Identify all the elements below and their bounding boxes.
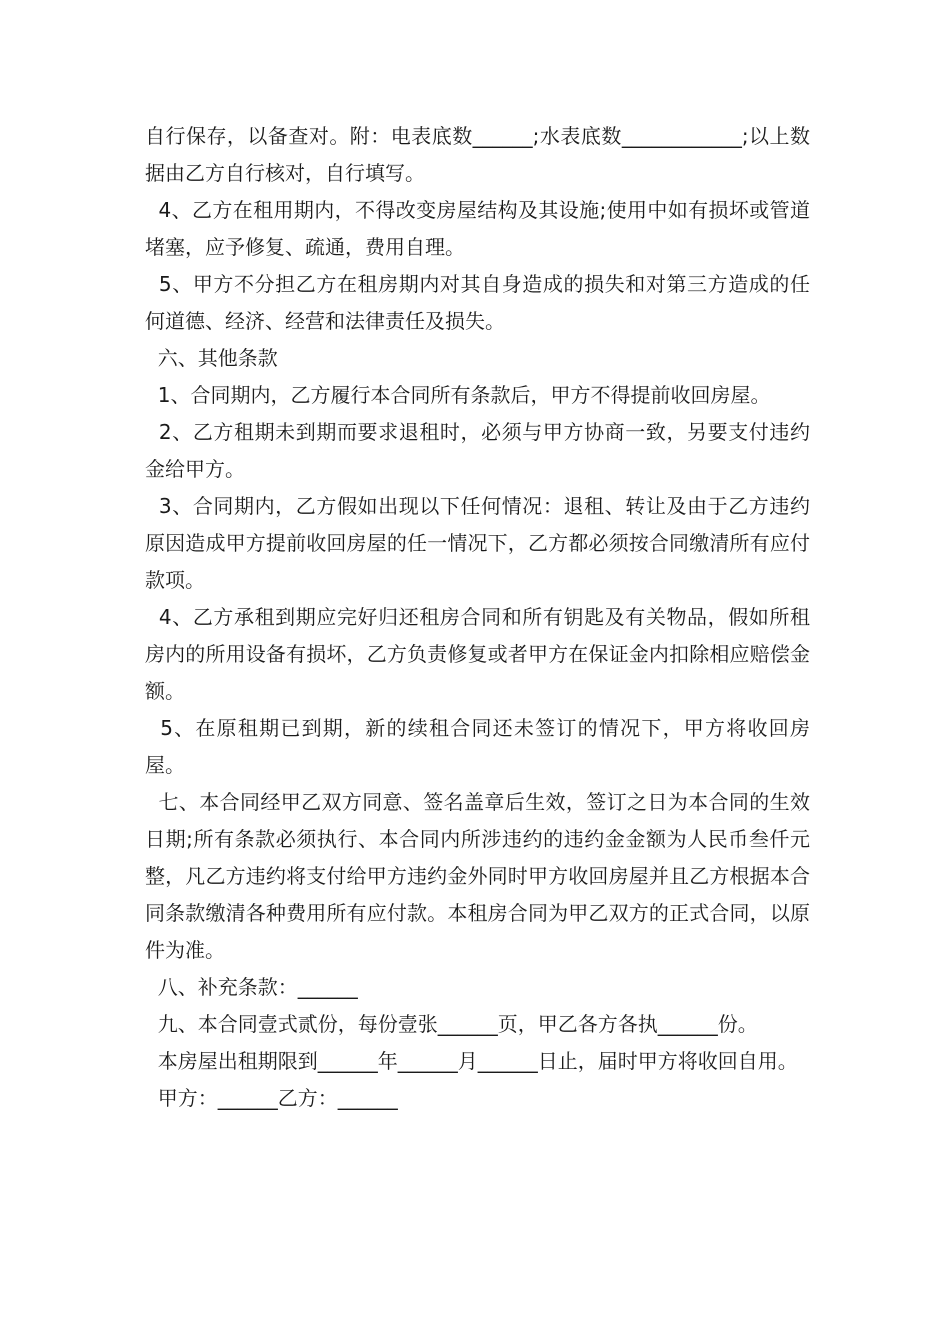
paragraph-clause-5-4: 4、乙方在租用期内，不得改变房屋结构及其设施;使用中如有损坏或管道堵塞，应予修复、疏通，费用自理。 bbox=[145, 198, 810, 259]
paragraph-clause-6-4: 4、乙方承租到期应完好归还租房合同和所有钥匙及有关物品，假如所租房内的所用设备有损坏，乙方负责修复或者甲方在保证金内扣除相应赔偿金额。 bbox=[145, 605, 810, 703]
paragraph-section-8: 八、补充条款：______ bbox=[145, 975, 358, 999]
paragraph-clause-6-2: 2、乙方租期未到期而要求退租时，必须与甲方协商一致，另要支付违约金给甲方。 bbox=[145, 420, 810, 481]
paragraph-lease-term: 本房屋出租期限到______年______月______日止，届时甲方将收回自用。 bbox=[145, 1049, 798, 1073]
paragraph-meter-readings: 自行保存，以备查对。附：电表底数______;水表底数____________;以上数据由乙方自行核对，自行填写。 bbox=[145, 124, 810, 185]
contract-body bbox=[145, 118, 810, 1117]
paragraph-section-9: 九、本合同壹式贰份，每份壹张______页，甲乙各方各执______份。 bbox=[145, 1012, 758, 1036]
paragraph-clause-6-3: 3、合同期内，乙方假如出现以下任何情况：退租、转让及由于乙方违约原因造成甲方提前收回房屋的任一情况下，乙方都必须按合同缴清所有应付款项。 bbox=[145, 494, 810, 592]
paragraph-clause-6-5: 5、在原租期已到期，新的续租合同还未签订的情况下，甲方将收回房屋。 bbox=[145, 716, 810, 777]
paragraph-clause-5-5: 5、甲方不分担乙方在租房期内对其自身造成的损失和对第三方造成的任何道德、经济、经营和法律责任及损失。 bbox=[145, 272, 810, 333]
paragraph-section-7: 七、本合同经甲乙双方同意、签名盖章后生效，签订之日为本合同的生效日期;所有条款必须执行、本合同内所涉违约的违约金金额为人民币叁仟元整，凡乙方违约将支付给甲方违约金外同时甲方收回房屋并且乙方根据本合同条款缴清各种费用所有应付款。本租房合同为甲乙双方的正式合同，以原件为准。 bbox=[145, 790, 811, 962]
section-heading-other-terms: 六、其他条款 bbox=[145, 346, 278, 370]
paragraph-signatures: 甲方：______乙方：______ bbox=[145, 1086, 398, 1110]
paragraph-clause-6-1: 1、合同期内，乙方履行本合同所有条款后，甲方不得提前收回房屋。 bbox=[145, 383, 771, 407]
